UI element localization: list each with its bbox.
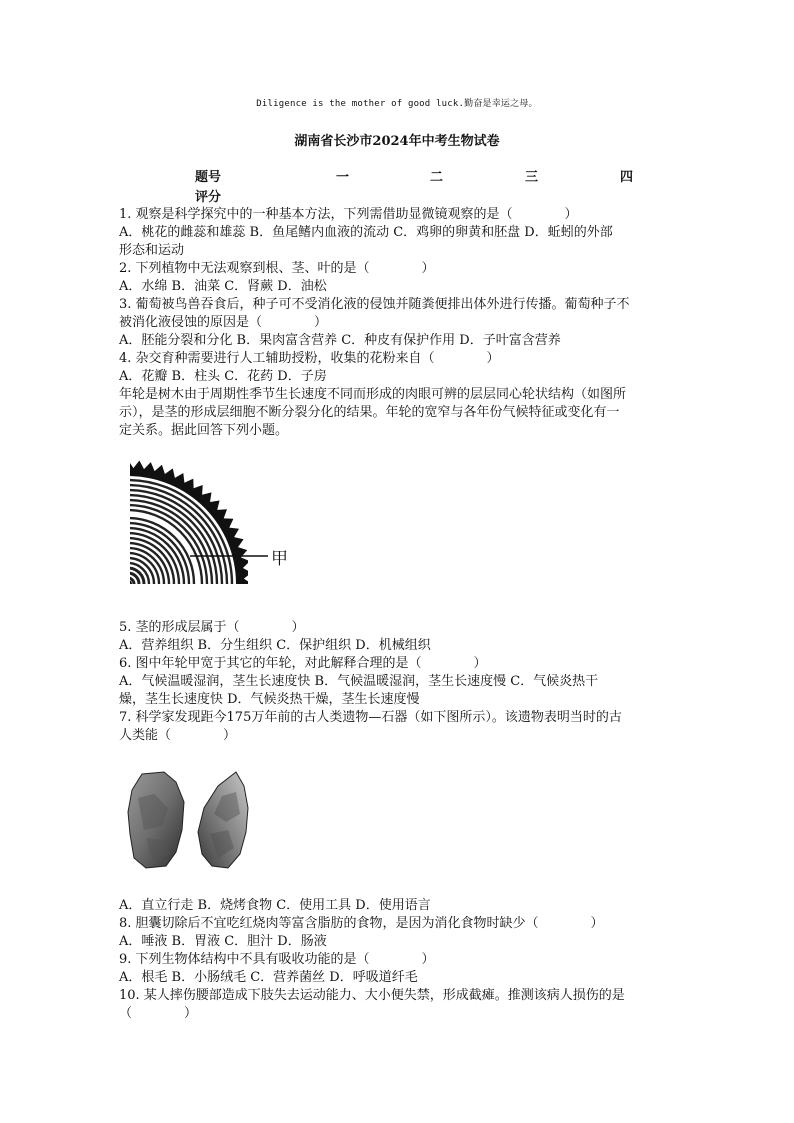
score-table-header-label: 题号 bbox=[195, 170, 222, 185]
question-7-stem-cont: 人类能（ ） bbox=[119, 728, 237, 743]
question-7-stem: 7. 科学家发现距今175万年前的古人类遗物—石器（如下图所示）。该遗物表明当时的古 bbox=[119, 710, 622, 725]
question-10-stem-cont: （ ） bbox=[119, 1006, 198, 1021]
question-2-options: A．水绵 B．油菜 C．肾蕨 D．油松 bbox=[119, 279, 327, 294]
question-8-stem: 8. 胆囊切除后不宜吃红烧肉等富含脂肪的食物，是因为消化食物时缺少（ ） bbox=[119, 916, 604, 931]
question-6-options: A．气候温暖湿润，茎生长速度快 B．气候温暖湿润，茎生长速度慢 C．气候炎热干 bbox=[119, 674, 599, 689]
question-9-options: A．根毛 B．小肠绒毛 C．营养菌丝 D．呼吸道纤毛 bbox=[119, 970, 418, 985]
question-3-stem-cont: 被消化液侵蚀的原因是（ ） bbox=[119, 315, 328, 330]
question-6-stem: 6. 图中年轮甲宽于其它的年轮，对此解释合理的是（ ） bbox=[119, 656, 487, 671]
question-6-options-cont: 燥，茎生长速度快 D．气候炎热干燥，茎生长速度慢 bbox=[119, 692, 420, 707]
passage-line-3: 定关系。据此回答下列小题。 bbox=[119, 423, 289, 438]
question-3-options: A．胚能分裂和分化 B．果肉富含营养 C．种皮有保护作用 D．子叶富含营养 bbox=[119, 333, 561, 348]
score-table-col-1: 一 bbox=[336, 170, 350, 185]
stone-tool-image bbox=[124, 768, 254, 872]
question-3-stem: 3. 葡萄被鸟兽吞食后，种子可不受消化液的侵蚀并随粪便排出体外进行传播。葡萄种子不 bbox=[119, 297, 630, 312]
score-table-col-2: 二 bbox=[430, 170, 444, 185]
passage-line-1: 年轮是树木由于周期性季节生长速度不同而形成的肉眼可辨的层层同心轮状结构（如图所 bbox=[119, 387, 627, 402]
question-4-stem: 4. 杂交育种需要进行人工辅助授粉，收集的花粉来自（ ） bbox=[119, 351, 500, 366]
page-title: 湖南省长沙市2024年中考生物试卷 bbox=[294, 134, 500, 149]
question-7-options: A．直立行走 B．烧烤食物 C．使用工具 D．使用语言 bbox=[119, 898, 431, 913]
question-1-options: A．桃花的雌蕊和雄蕊 B．鱼尾鳍内血液的流动 C．鸡卵的卵黄和胚盘 D．蚯蚓的外部 bbox=[119, 225, 613, 240]
score-table-score-label: 评分 bbox=[195, 190, 222, 205]
tree-ring-figure bbox=[128, 458, 298, 590]
question-1-options-cont: 形态和运动 bbox=[119, 243, 185, 258]
question-8-options: A．唾液 B．胃液 C．胆汁 D．肠液 bbox=[119, 934, 327, 949]
question-5-stem: 5. 茎的形成层属于（ ） bbox=[119, 620, 305, 635]
ring-label-jia: 甲 bbox=[271, 549, 288, 569]
question-4-options: A．花瓣 B．柱头 C．花药 D．子房 bbox=[119, 369, 327, 384]
question-5-options: A．营养组织 B．分生组织 C．保护组织 D．机械组织 bbox=[119, 638, 431, 653]
passage-line-2: 示），是茎的形成层细胞不断分裂分化的结果。年轮的宽窄与各年份气候特征或变化有一 bbox=[119, 405, 620, 420]
score-table-col-3: 三 bbox=[525, 170, 539, 185]
tree-ring-image bbox=[128, 458, 298, 586]
question-2-stem: 2. 下列植物中无法观察到根、茎、叶的是（ ） bbox=[119, 261, 435, 276]
score-table-col-4: 四 bbox=[620, 170, 634, 185]
stone-tool-figure bbox=[124, 768, 254, 876]
question-1-stem: 1. 观察是科学探究中的一种基本方法，下列需借助显微镜观察的是（ ） bbox=[119, 207, 578, 222]
question-9-stem: 9. 下列生物体结构中不具有吸收功能的是（ ） bbox=[119, 952, 435, 967]
page-motto: Diligence is the mother of good luck.勤奋是幸运之母。 bbox=[256, 99, 538, 109]
question-10-stem: 10. 某人摔伤腰部造成下肢失去运动能力、大小便失禁，形成截瘫。推测该病人损伤的是 bbox=[119, 988, 625, 1003]
